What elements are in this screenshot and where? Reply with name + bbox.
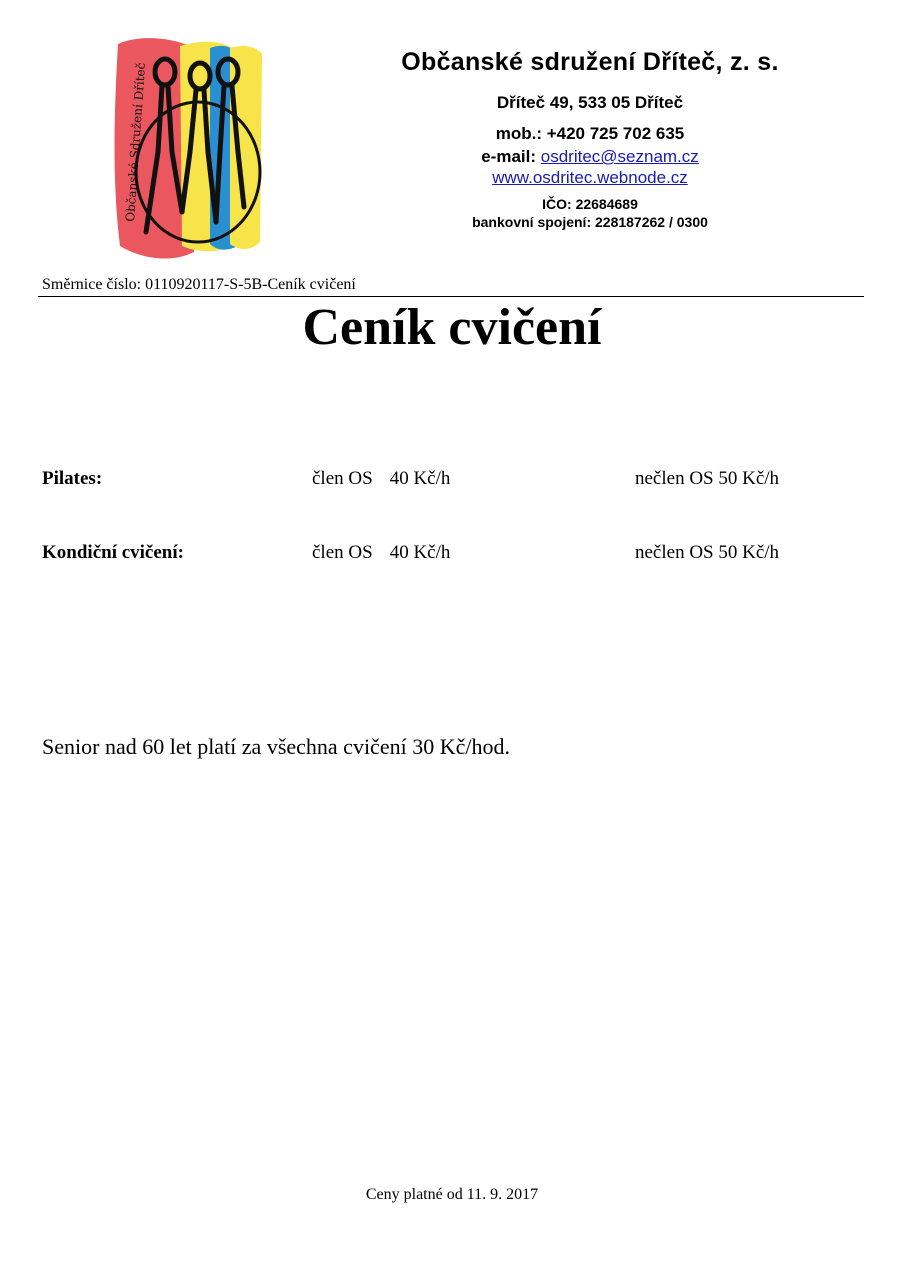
email-label: e-mail:	[481, 147, 541, 166]
directive-number: Směrnice číslo: 0110920117-S-5B-Ceník cvičení	[42, 276, 356, 293]
member-label: člen OS	[312, 468, 373, 489]
member-price	[312, 542, 450, 564]
header-divider	[38, 296, 864, 297]
price-row-label: Kondiční cvičení:	[42, 542, 184, 563]
nonmember-price: nečlen OS 50 Kč/h	[635, 468, 780, 489]
price-row-conditioning	[0, 542, 904, 568]
member-label: člen OS	[312, 542, 373, 563]
senior-note: Senior nad 60 let platí za všechna cvičení 30 Kč/hod.	[42, 734, 510, 759]
price-row-pilates	[0, 468, 904, 494]
logo	[110, 32, 265, 264]
page-title: Ceník cvičení	[302, 299, 602, 356]
logo-text: Občanské Sdružení Dříteč	[123, 62, 149, 223]
member-price-value: 40 Kč/h	[389, 542, 451, 563]
validity-footer: Ceny platné od 11. 9. 2017	[365, 1186, 539, 1203]
organization-address: Dříteč 49, 533 05 Dříteč	[496, 93, 684, 112]
organization-website	[340, 168, 840, 188]
organization-phone: mob.: +420 725 702 635	[495, 124, 685, 143]
member-price	[312, 468, 450, 490]
organization-email	[340, 147, 840, 167]
member-price-value: 40 Kč/h	[389, 468, 451, 489]
price-row-label: Pilates:	[42, 468, 103, 489]
email-link[interactable]: osdritec@seznam.cz	[540, 147, 699, 166]
website-link[interactable]: www.osdritec.webnode.cz	[492, 168, 688, 187]
organization-name: Občanské sdružení Dříteč, z. s.	[401, 48, 779, 76]
organization-ico: IČO: 22684689	[542, 196, 638, 212]
organization-bank: bankovní spojení: 228187262 / 0300	[472, 214, 708, 230]
nonmember-price: nečlen OS 50 Kč/h	[635, 542, 780, 563]
